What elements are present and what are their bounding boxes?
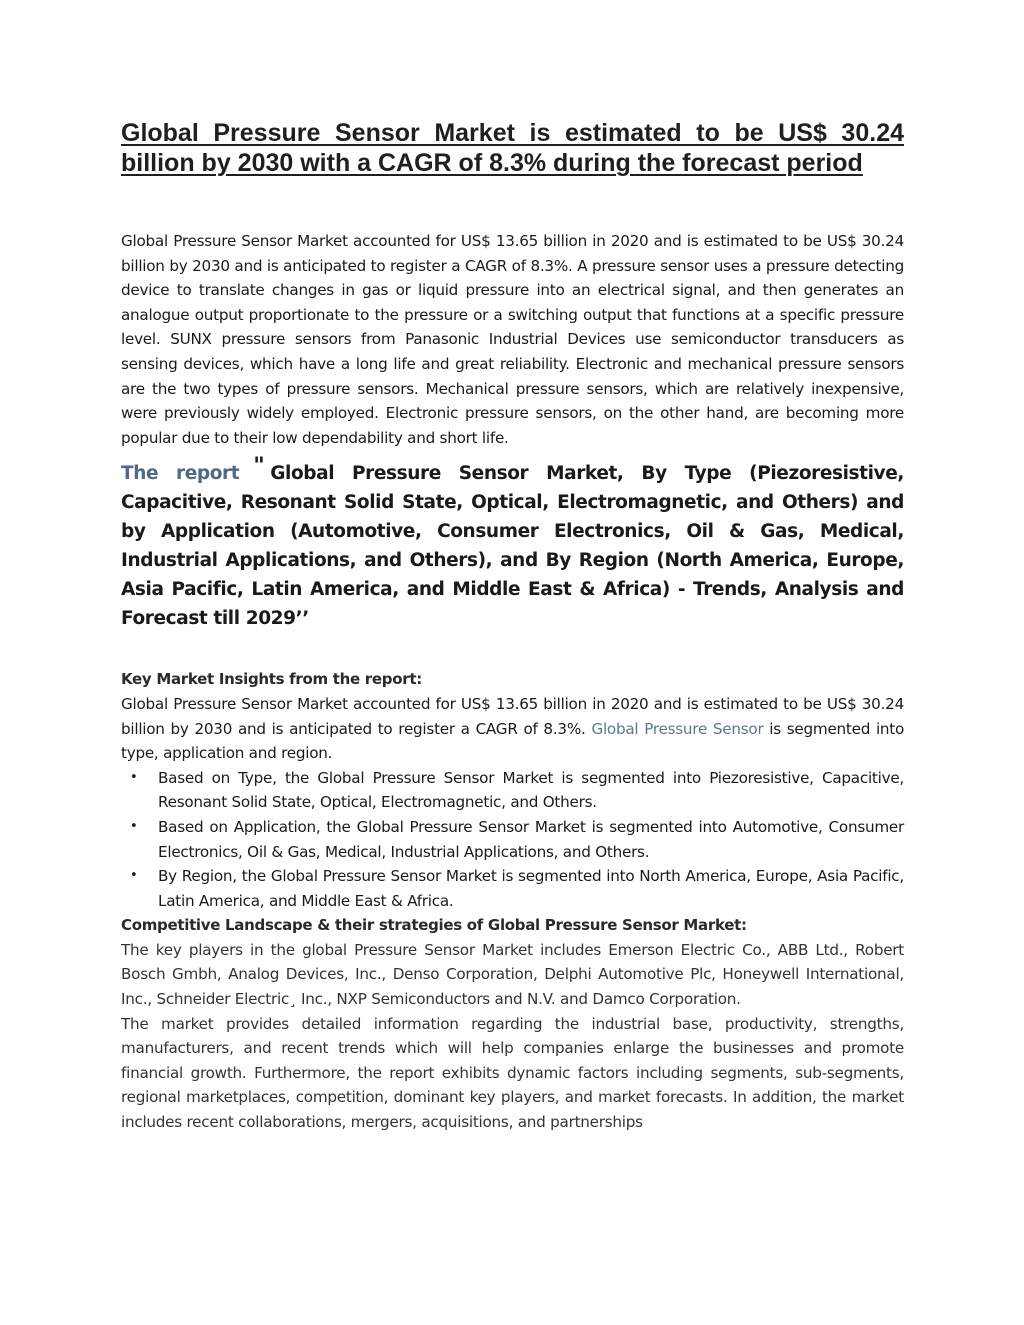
quote-mark: " [253,454,265,480]
list-item [121,864,904,913]
bullet-icon: • [130,769,138,785]
document-page [121,118,904,1135]
key-players-paragraph: The key players in the global Pressure Sensor Market includes Emerson Electric Co., ABB Ltd., Robert Bosch Gmbh, Analog Devices, Inc., Denso Corporation, Delphi Automotive Plc, Honeywell International, Inc., Schneider Electric¸ Inc., NXP Semiconductors and N.V. and Damco Corporation. [121,940,904,1009]
list-item [121,766,904,815]
list-item-text: Based on Type, the Global Pressure Sensor Market is segmented into Piezoresistive, Capacitive, Resonant Solid State, Optical, Electromagnetic, and Others. [158,768,904,812]
key-insights-text-after: is segmented into type, application and region. [121,719,905,763]
list-item [121,815,904,864]
key-insights-paragraph [121,692,904,766]
competitive-heading: Competitive Landscape & their strategies of Global Pressure Sensor Market: [121,916,747,935]
page-title: Global Pressure Sensor Market is estimated to be US$ 30.24 billion by 2030 with a CAGR of 8.3% during the forecast period [121,119,904,177]
report-title-block [121,452,904,633]
bullet-icon: • [130,818,138,834]
report-body: Global Pressure Sensor Market, By Type (Piezoresistive, Capacitive, Resonant Solid State, Optical, Electromagnetic, and Others) and by Application (Automotive, Consumer Electronics, Oil & Gas, Medical, Industrial Applications, and Others), and By Region (North America, Europe, Asia Pacific, Latin America, and Middle East & Africa) - Trends, Analysis and Forecast till 2029’’ [121,463,904,630]
report-lead: The report [121,463,240,485]
key-insights-heading: Key Market Insights from the report: [121,670,422,689]
list-item-text: By Region, the Global Pressure Sensor Market is segmented into North America, Europe, Asia Pacific, Latin America, and Middle East & Africa. [158,867,904,910]
market-info-paragraph: The market provides detailed information regarding the industrial base, productivity, strengths, manufacturers, and recent trends which will help companies enlarge the businesses and promote financial growth. Furthermore, the report exhibits dynamic factors including segments, sub-segments, regional marketplaces, competition, dominant key players, and market forecasts. In addition, the market includes recent collaborations, mergers, acquisitions, and partnerships [121,1014,904,1132]
key-insights-text: Global Pressure Sensor Market accounted for US$ 13.65 billion in 2020 and is estimated to be US$ 30.24 billion by 2030 and is anticipated to register a CAGR of 8.3%. [121,694,904,738]
bullet-icon: • [130,868,138,884]
list-item-text: Based on Application, the Global Pressure Sensor Market is segmented into Automotive, Consumer Electronics, Oil & Gas, Medical, Industrial Applications, and Others. [158,817,904,861]
intro-paragraph: Global Pressure Sensor Market accounted for US$ 13.65 billion in 2020 and is estimated to be US$ 30.24 billion by 2030 and is anticipated to register a CAGR of 8.3%. A pressure sensor uses a pressure detecting device to translate changes in gas or liquid pressure into an electrical signal, and then generates an analogue output proportionate to the pressure or a switching output that functions at a specific pressure level. SUNX pressure sensors from Panasonic Industrial Devices use semiconductor transducers as sensing devices, which have a long life and great reliability. Electronic and mechanical pressure sensors are the two types of pressure sensors. Mechanical pressure sensors, which are relatively inexpensive, were previously widely employed. Electronic pressure sensors, on the other hand, are becoming more popular due to their low dependability and short life. [121,232,904,447]
market-link[interactable]: Global Pressure Sensor [591,719,764,738]
segment-list [121,766,904,914]
